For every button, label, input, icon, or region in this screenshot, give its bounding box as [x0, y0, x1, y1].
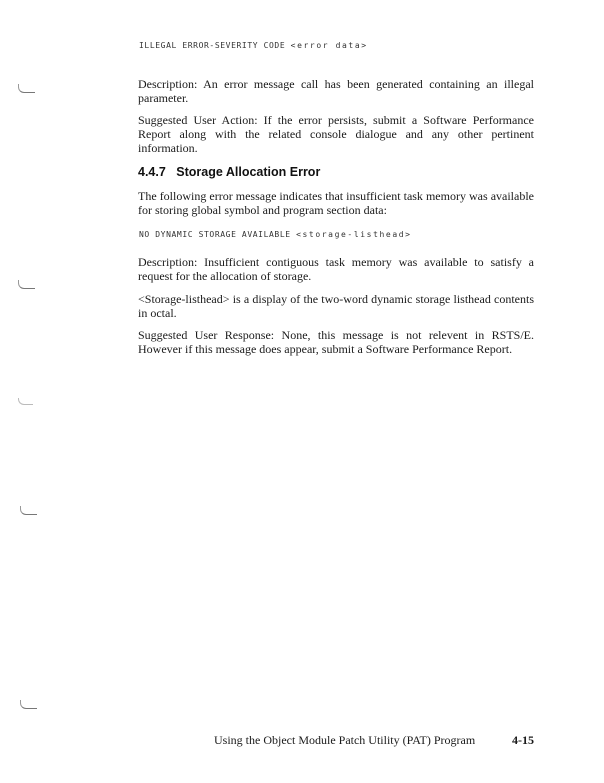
margin-mark	[20, 700, 37, 709]
error-code-illegal	[139, 41, 368, 50]
page-number: 4-15	[512, 733, 534, 747]
section-number: 4.4.7	[138, 165, 166, 179]
margin-mark	[18, 280, 35, 289]
listhead-note-paragraph: <Storage-listhead> is a display of the two-word dynamic storage listhead contents in octal.	[138, 292, 534, 320]
page-footer	[214, 733, 534, 748]
section-heading	[138, 165, 320, 179]
error-code-text: NO DYNAMIC STORAGE AVAILABLE	[139, 230, 291, 239]
margin-mark	[18, 84, 35, 93]
error-code-storage	[139, 230, 412, 239]
error-code-argument: <error data>	[290, 41, 368, 50]
description-paragraph: Description: An error message call has been generated containing an illegal parameter.	[138, 77, 534, 105]
error-code-text: ILLEGAL ERROR-SEVERITY CODE	[139, 41, 286, 50]
intro-paragraph: The following error message indicates that insufficient task memory was available for storing global symbol and program section data:	[138, 189, 534, 217]
margin-mark	[20, 506, 37, 515]
section-title: Storage Allocation Error	[176, 165, 321, 179]
suggested-action-paragraph: Suggested User Action: If the error persists, submit a Software Performance Report along with the related console dialogue and any other pertinent information.	[138, 113, 534, 155]
footer-title: Using the Object Module Patch Utility (PAT) Program	[214, 733, 476, 747]
suggested-response-paragraph: Suggested User Response: None, this message is not relevent in RSTS/E. However if this message does appear, submit a Software Performance Report.	[138, 328, 534, 356]
margin-mark	[18, 398, 33, 405]
storage-description-paragraph: Description: Insufficient contiguous task memory was available to satisfy a request for the allocation of storage.	[138, 255, 534, 283]
error-code-argument: <storage-listhead>	[296, 230, 412, 239]
